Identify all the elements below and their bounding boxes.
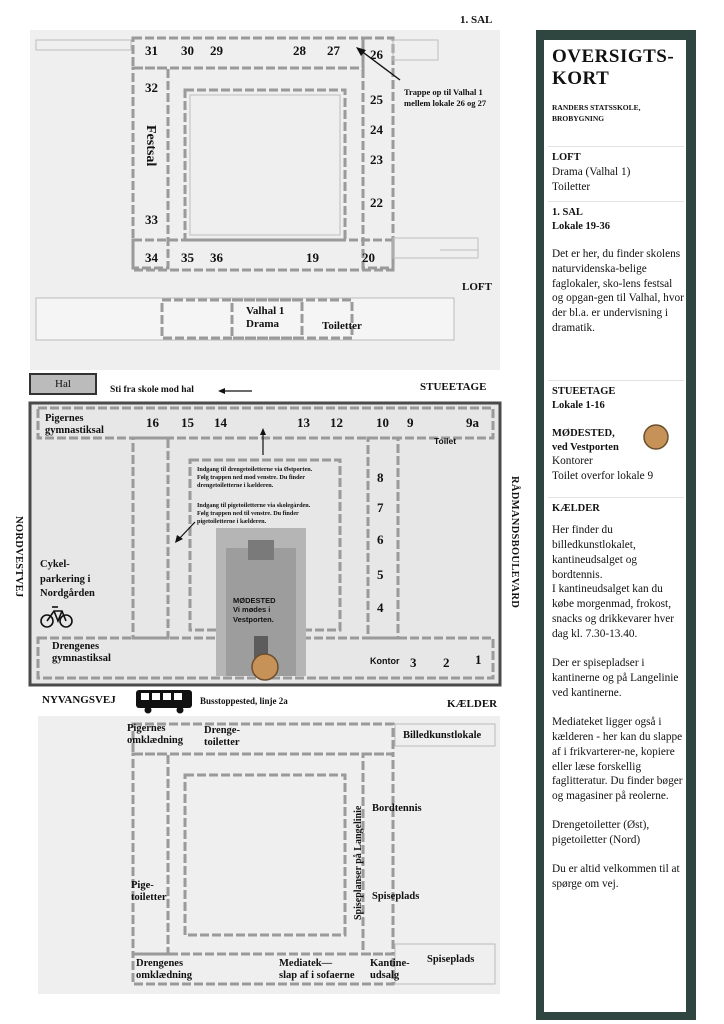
room-22: 22 [370, 195, 383, 210]
room-9: 9 [407, 415, 414, 430]
room-8: 8 [377, 470, 384, 485]
room-14: 14 [214, 415, 227, 430]
loft-toiletter-label: Toiletter [322, 320, 362, 332]
sal1-heading: 1. SAL [460, 14, 493, 26]
bus-icon [136, 690, 192, 714]
room-1: 1 [475, 652, 482, 667]
stueetage-heading: STUEETAGE [420, 381, 487, 393]
room-9a: 9a [466, 415, 479, 430]
room-23: 23 [370, 152, 383, 167]
panel-title: OVERSIGTS- KORT [552, 46, 675, 90]
cykel-label: Cykel- parkering i Nordgården [40, 559, 95, 600]
room-2: 2 [443, 655, 450, 670]
drengenes-gym-label: Drengenes gymnastiksal [52, 641, 111, 665]
bus-stop-label: Busstoppested, linje 2a [200, 696, 288, 706]
room-32: 32 [145, 80, 158, 95]
kaelder-section [552, 502, 686, 892]
drenge-toil-label: Drenge- toiletter [204, 725, 240, 749]
pigernes-omkl-label: Pigernes omklædning [127, 723, 184, 747]
room-12: 12 [330, 415, 343, 430]
kaelder-heading: KÆLDER [447, 698, 498, 710]
room-29: 29 [210, 43, 223, 58]
toilet-label: Toilet [434, 436, 457, 446]
loft-section [552, 151, 686, 195]
meeting-marker [252, 654, 278, 680]
room-25: 25 [370, 92, 383, 107]
room-3: 3 [410, 655, 417, 670]
street-label: NYVANGSVEJ [42, 694, 116, 706]
spiseplanser-label: Spiseplanser på Langelinie [353, 805, 364, 920]
kaelder-section-body-4: Drengetoiletter (Øst), pigetoiletter (Nord) [552, 819, 650, 847]
room-31: 31 [145, 43, 158, 58]
room-15: 15 [181, 415, 194, 430]
kaelder-section-body-1: Her finder du billedkunstlokalet, kantineudsalget og bordtennis. I kantineudsalget kan du købe morgenmad, frokost, snacks og drikkevarer hver dag kl. 7.30-13.40. [552, 523, 675, 641]
festsal-label: Festsal [143, 125, 158, 167]
stue-section-head: STUEETAGE Lokale 1-16 [552, 386, 616, 411]
kaelder-plan-bg [38, 716, 500, 994]
drengenes-omkl-label: Drengenes omklædning [136, 958, 193, 982]
room-28: 28 [293, 43, 306, 58]
room-24: 24 [370, 122, 383, 137]
room-19: 19 [306, 250, 319, 265]
nordvest-label: NORDVESTVEJ [13, 516, 24, 598]
mediatek-label: Mediatek— slap af i sofaerne [279, 958, 355, 982]
room-6: 6 [377, 532, 384, 547]
bordtennis-label: Bordtennis [372, 803, 422, 814]
room-36: 36 [210, 250, 223, 265]
loft-heading: LOFT [462, 281, 492, 293]
kaelder-section-head: KÆLDER [552, 503, 600, 514]
modested-section-head: MØDESTED, ved Vestporten [552, 427, 619, 453]
raadmand-label: RÅDMANDSBOULEVARD [509, 476, 520, 609]
room-34: 34 [145, 250, 158, 265]
meeting-marker-legend [640, 423, 672, 451]
loft-section-head: LOFT [552, 152, 581, 163]
billedkunst-label: Billedkunstlokale [403, 730, 482, 741]
kaelder-section-body-3: Mediateket ligger også i kælderen - her kan du slappe af i frikvarterer-ne, kopiere eller læse forskellig faglitteratur. Du finder bøger og magasiner på reolerne. [552, 715, 683, 803]
sal1-section-body: Det er her, du finder skolens naturvidenska-belige faglokaler, sko-lens festsal og opgan-gen til Valhal, hvor der bl.a. er undervisning i dramatik. [552, 247, 684, 335]
trappe-note: Trappe op til Valhal 1 mellem lokale 26 og 27 [404, 87, 487, 109]
info-pigetoilet: Indgang til pigetoiletterne via skolegården. Følg trappen ned til venstre. Du finder pigetoiletterne i kælderen. [197, 502, 311, 526]
kontor-label: Kontor [370, 656, 400, 666]
stue-section-body: Kontorer Toilet overfor lokale 9 [552, 455, 654, 483]
room-35: 35 [181, 250, 194, 265]
room-20: 20 [362, 250, 375, 265]
room-7: 7 [377, 500, 384, 515]
kantine-label: Kantine- udsalg [370, 958, 410, 982]
spiseplads-1-label: Spiseplads [372, 891, 420, 902]
pige-toil-label: Pige- toiletter [131, 880, 167, 904]
sal1-section-head: 1. SAL Lokale 19-36 [552, 207, 611, 232]
loft-section-body: Drama (Valhal 1) Toiletter [552, 165, 631, 193]
room-26: 26 [370, 47, 383, 62]
kaelder-section-body-5: Du er altid velkommen til at spørge om vej. [552, 863, 680, 890]
room-30: 30 [181, 43, 194, 58]
sti-label: Sti fra skole mod hal [110, 385, 194, 395]
room-10: 10 [376, 415, 389, 430]
panel-subtitle: RANDERS STATSSKOLE, BROBYGNING [552, 103, 641, 123]
room-13: 13 [297, 415, 310, 430]
room-16: 16 [146, 415, 159, 430]
room-27: 27 [327, 43, 340, 58]
sal1-section [552, 206, 686, 336]
room-4: 4 [377, 600, 384, 615]
valhal-label: Valhal 1 Drama [246, 305, 285, 330]
info-drengetoilet: Indgang til drengetoiletterne via Østporten. Følg trappen ned mod venstre. Du finder drengetoiletterne i kælderen. [197, 466, 313, 490]
room-5: 5 [377, 567, 384, 582]
room-33: 33 [145, 212, 158, 227]
pigernes-gym-label: Pigernes gymnastiksal [45, 413, 104, 437]
spiseplads-2-label: Spiseplads [427, 954, 475, 965]
modested-label: MØDESTED Vi mødes i Vestporten. [233, 596, 276, 624]
hal-label: Hal [55, 378, 71, 390]
kaelder-section-body-2: Der er spisepladser i kantinerne og på Langelinie ved kantinerne. [552, 657, 679, 699]
